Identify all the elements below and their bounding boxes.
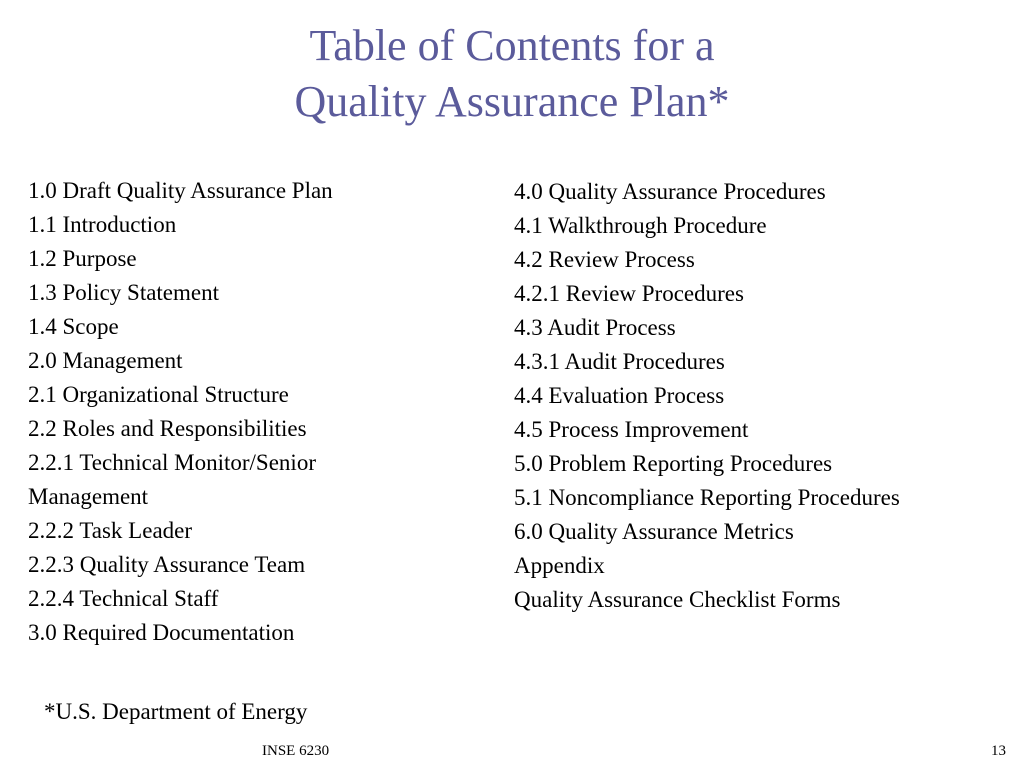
toc-item: 4.3.1 Audit Procedures bbox=[514, 349, 725, 374]
toc-item: 1.2 Purpose bbox=[28, 246, 137, 271]
toc-item: Appendix bbox=[514, 553, 605, 578]
toc-item: 3.0 Required Documentation bbox=[28, 620, 295, 645]
toc-item: 4.3 Audit Process bbox=[514, 315, 676, 340]
toc-item: 2.2.2 Task Leader bbox=[28, 518, 193, 543]
footer-course-code: INSE 6230 bbox=[262, 743, 330, 759]
slide-title bbox=[0, 18, 1024, 130]
toc-item: 6.0 Quality Assurance Metrics bbox=[514, 519, 794, 544]
toc-item: Quality Assurance Checklist Forms bbox=[514, 587, 841, 612]
toc-item: 2.2.1 Technical Monitor/Senior bbox=[28, 450, 316, 475]
toc-item: 2.2 Roles and Responsibilities bbox=[28, 416, 307, 441]
toc-item: 5.1 Noncompliance Reporting Procedures bbox=[514, 485, 900, 510]
toc-item: 4.4 Evaluation Process bbox=[514, 383, 725, 408]
toc-item: 1.1 Introduction bbox=[28, 212, 177, 237]
toc-item: Management bbox=[28, 484, 149, 509]
toc-item: 2.2.4 Technical Staff bbox=[28, 586, 219, 611]
toc-item: 1.3 Policy Statement bbox=[28, 280, 220, 305]
slide-title-line-2: Quality Assurance Plan* bbox=[294, 77, 730, 126]
toc-item: 1.0 Draft Quality Assurance Plan bbox=[28, 178, 333, 203]
footer-page-number: 13 bbox=[991, 743, 1006, 759]
source-footnote: *U.S. Department of Energy bbox=[44, 699, 308, 724]
toc-item: 4.0 Quality Assurance Procedures bbox=[514, 179, 826, 204]
toc-item: 4.2.1 Review Procedures bbox=[514, 281, 744, 306]
toc-item: 5.0 Problem Reporting Procedures bbox=[514, 451, 833, 476]
toc-item: 2.2.3 Quality Assurance Team bbox=[28, 552, 306, 577]
toc-item: 4.1 Walkthrough Procedure bbox=[514, 213, 767, 238]
toc-item: 1.4 Scope bbox=[28, 314, 119, 339]
toc-item: 4.5 Process Improvement bbox=[514, 417, 749, 442]
toc-item: 2.0 Management bbox=[28, 348, 183, 373]
toc-left-column bbox=[28, 174, 498, 650]
toc-item: 4.2 Review Process bbox=[514, 247, 695, 272]
toc-item: 2.1 Organizational Structure bbox=[28, 382, 289, 407]
toc-right-column bbox=[514, 175, 1014, 617]
slide-title-line-1: Table of Contents for a bbox=[309, 21, 715, 70]
